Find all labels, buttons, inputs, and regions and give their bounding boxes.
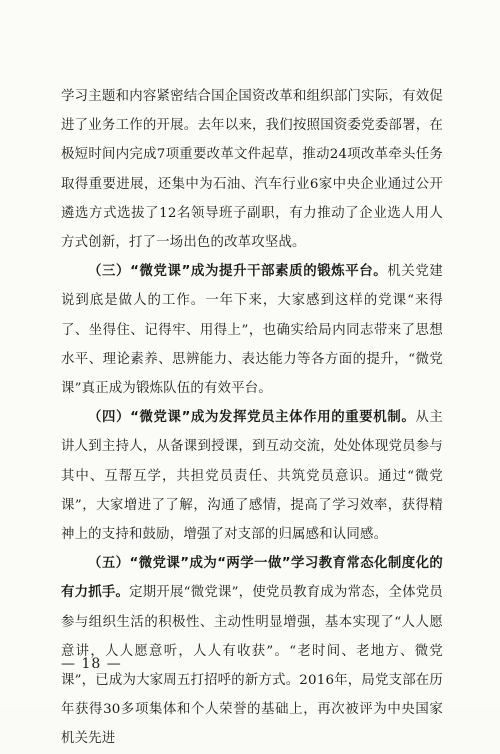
section-heading: （三）“微党课”成为提升干部素质的锻炼平台。 (88, 264, 388, 280)
paragraph-continuation (61, 82, 443, 257)
paragraph-section-four (61, 403, 443, 549)
section-heading: （五）“微党课”成为“两学一做”学习教育常态化制度化的有力抓手。 (61, 556, 443, 601)
document-body (61, 82, 443, 754)
paragraph-text: 学习主题和内容紧密结合国企国资改革和组织部门实际，有效促进了业务工作的开展。去年以来，我们按照国资委党委部署，在极短时间内完成7项重要改革文件起草，推动24项改革牵头任务取得重要进展，还集中为石油、汽车行业6家中央企业通过公开遴选方式选拔了12名领导班子副职，有力推动了企业选人用人方式创新，打了一场出色的改革攻坚战。 (61, 89, 443, 251)
paragraph-section-five (61, 549, 443, 753)
section-heading: （四）“微党课”成为发挥党员主体作用的重要机制。 (88, 410, 416, 426)
paragraph-text: 定期开展“微党课”，使党员教育成为常态，全体党员参与组织生活的积极性、主动性明显增强，基本实现了“人人愿意讲，人人愿意听，人人有收获”。“老时间、老地方、微党课”，已成为大家周五打招呼的新方式。2016年，局党支部在历年获得30多项集体和个人荣誉的基础上，再次被评为中央国家机关先进 (61, 585, 443, 747)
paragraph-text: 从主讲人到主持人，从备课到授课，到互动交流，处处体现党员参与其中、互帮互学，共担党员责任、共筑党员意识。通过“微党课”，大家增进了了解，沟通了感情，提高了学习效率，获得精神上的支持和鼓励，增强了对支部的归属感和认同感。 (61, 410, 443, 543)
paragraph-section-three (61, 257, 443, 403)
paragraph-text: 机关党建说到底是做人的工作。一年下来，大家感到这样的党课“来得了、坐得住、记得牢、用得上”，也确实给局内同志带来了思想水平、理论素养、思辨能力、表达能力等各方面的提升，“微党课”真正成为锻炼队伍的有效平台。 (61, 264, 443, 397)
page-number: — 18 — (61, 656, 122, 672)
